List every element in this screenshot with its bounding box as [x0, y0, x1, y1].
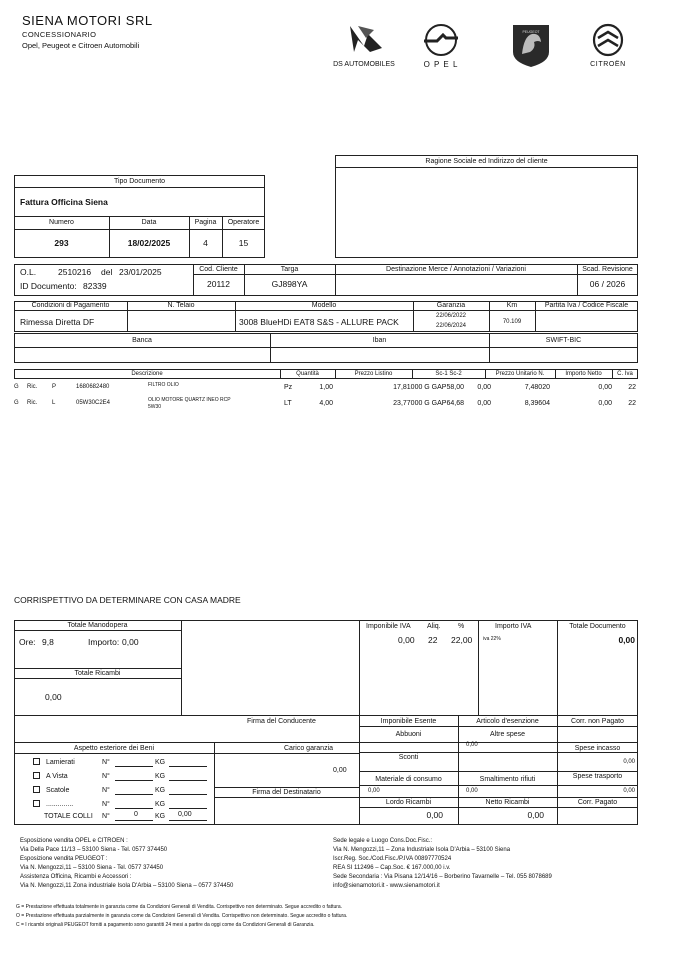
- col-sconti: Sc-1 Sc-2: [435, 371, 462, 377]
- firma-conducente-label: Firma del Conducente: [247, 718, 316, 725]
- legend-line: O = Prestazione effettuata parzialmente in garanzia come da Condizioni Generali di Vendita. Corrispettivo non determinato. Segue accredito o fattura.: [16, 913, 348, 919]
- aspetto-n-label: N°: [102, 759, 110, 766]
- item-netto: 0,00: [598, 384, 612, 391]
- aspetto-n-label: N°: [102, 773, 110, 780]
- item-type: P: [52, 384, 57, 390]
- totale-colli-row: [14, 811, 214, 823]
- item-g: G: [14, 384, 19, 390]
- col-prezzo-listino: Prezzo Listino: [354, 371, 393, 377]
- iva-note: iva 22%: [483, 636, 501, 642]
- peugeot-logo: [510, 22, 552, 68]
- aspetto-kg-label: KG: [155, 759, 166, 766]
- item-um: LT: [284, 400, 292, 407]
- altre-spese-label: Altre spese: [489, 731, 526, 738]
- checkbox[interactable]: [33, 772, 40, 779]
- ricambi-value: 0,00: [45, 692, 62, 702]
- data-label: Data: [141, 219, 157, 226]
- aspetto-n-label: N°: [102, 787, 110, 794]
- numero-value: 293: [54, 238, 69, 248]
- item-ric: Ric.: [27, 384, 38, 390]
- opel-logo: [410, 20, 472, 70]
- aspetto-row: [14, 785, 214, 797]
- abbuoni-label: Abbuoni: [395, 731, 422, 738]
- corr-non-pagato-label: Corr. non Pagato: [571, 718, 624, 725]
- col-descrizione: Descrizione: [131, 371, 163, 377]
- item-sc: 0,00: [477, 400, 491, 407]
- aspetto-kg-label: KG: [155, 801, 166, 808]
- banca-label: Banca: [132, 337, 152, 344]
- targa-value: GJ898YA: [271, 279, 308, 289]
- ol-prefix: O.L.: [20, 267, 37, 277]
- pagamento-label: Condizioni di Pagamento: [31, 302, 110, 309]
- ol-del: del: [101, 267, 113, 277]
- piva-label: Partita Iva / Codice Fiscale: [544, 302, 629, 309]
- aspetto-label: Scatole: [46, 787, 70, 794]
- item-qty: 1,00: [319, 384, 333, 391]
- imponibile-iva-value: 0,00: [398, 635, 415, 645]
- item-sc: 0,00: [477, 384, 491, 391]
- footer-left-line: Via N. Mengozzi,11 – 53100 Siena - Tel. 0577 374450: [20, 865, 164, 871]
- peugeot-logo-icon: [510, 22, 552, 68]
- item-code: 1680682480: [76, 384, 110, 390]
- item-ric: Ric.: [27, 400, 38, 406]
- totale-colli-label: TOTALE COLLI: [44, 813, 93, 820]
- ds-logo: [328, 20, 400, 70]
- pct-value: 22,00: [451, 635, 473, 645]
- col-quantita: Quantità: [296, 371, 319, 377]
- company-name: SIENA MOTORI SRL: [22, 13, 153, 28]
- totale-documento-value: 0,00: [618, 635, 635, 645]
- ore-label: Ore:: [19, 637, 36, 647]
- carico-garanzia-label: Carico garanzia: [284, 745, 334, 752]
- garanzia-value-2: 22/06/2024: [435, 323, 467, 329]
- totale-kg-label: KG: [155, 813, 166, 820]
- id-documento-label: ID Documento:: [20, 281, 77, 291]
- totale-kg-value: 0,00: [178, 811, 192, 818]
- garanzia-label: Garanzia: [436, 302, 466, 309]
- item-desc: OLIO MOTORE QUARTZ INEO RCP: [148, 397, 231, 403]
- importo-value: 0,00: [122, 637, 139, 647]
- destinazione-label: Destinazione Merce / Annotazioni / Variazioni: [386, 266, 526, 273]
- carico-garanzia-value: 0,00: [333, 767, 347, 774]
- opel-logo-label: O P E L: [423, 60, 459, 69]
- table-row: [0, 397, 679, 415]
- aspetto-kg-label: KG: [155, 773, 166, 780]
- pct-label: %: [458, 623, 465, 630]
- item-netto: 0,00: [598, 400, 612, 407]
- footer-right-line: Sede Secondaria : Via Pisana 12/14/16 – Borberino Tavarnelle – Tel. 055 8078689: [333, 874, 552, 880]
- totale-colli-value: 0: [134, 811, 138, 818]
- footer-left-line: Esposizione vendita OPEL e CITROEN :: [20, 838, 128, 844]
- aspetto-kg-label: KG: [155, 787, 166, 794]
- targa-label: Targa: [280, 266, 299, 273]
- item-iva: 22: [628, 400, 636, 407]
- table-row: [0, 382, 679, 394]
- item-desc: FILTRO OLIO: [148, 382, 179, 388]
- aliq-label: Aliq.: [427, 623, 441, 630]
- footer-left-line: Assistenza Officina, Ricambi e Accessori :: [20, 874, 132, 880]
- item-listino: 17,81000 G GAP58,00: [393, 384, 464, 391]
- item-um: Pz: [284, 384, 293, 391]
- sconti-label: Sconti: [398, 754, 419, 761]
- legend-line: C = I ricambi originali PEUGEOT forniti a pagamento sono garantiti 24 mesi a partire da oggi come da Condizioni Generali di Garanzia.: [16, 922, 315, 928]
- checkbox[interactable]: [33, 800, 40, 807]
- ore-value: 9,8: [42, 637, 54, 647]
- item-type: L: [52, 400, 56, 406]
- aspetto-row: [14, 799, 214, 811]
- footer-right-line: info@sienamotori.it - www.sienamotori.it: [333, 883, 440, 889]
- spese-trasporto-value: 0,00: [623, 788, 635, 794]
- totale-documento-label: Totale Documento: [569, 623, 626, 630]
- company-subtitle: CONCESSIONARIO: [22, 30, 97, 39]
- col-prezzo-unitario: Prezzo Unitario N.: [495, 371, 545, 377]
- ricambi-label: Totale Ricambi: [74, 670, 121, 677]
- item-iva: 22: [628, 384, 636, 391]
- legend-line: G = Prestazione effettuata totalmente in garanzia come da Condizioni Generali di Vendita. Corrispettivo non determinato. Segue accredito o fattura.: [16, 904, 343, 910]
- corr-pagato-label: Corr. Pagato: [577, 799, 618, 806]
- footer-right-line: Sede legale e Luogo Cons.Doc.Fisc.:: [333, 838, 433, 844]
- telaio-label: N. Telaio: [167, 302, 195, 309]
- swift-label: SWIFT-BIC: [545, 337, 582, 344]
- ol-date: 23/01/2025: [119, 267, 162, 277]
- company-brands-line: Opel, Peugeot e Citroen Automobili: [22, 41, 140, 50]
- spese-incasso-label: Spese incasso: [574, 745, 621, 752]
- aliq-value: 22: [428, 635, 438, 645]
- operatore-label: Operatore: [227, 219, 260, 226]
- footer-left-line: Via Della Pace 11/13 – 53100 Siena - Tel. 0577 374450: [20, 847, 168, 853]
- aspetto-label: ..............: [46, 801, 74, 808]
- data-value: 18/02/2025: [127, 238, 171, 248]
- importo-iva-label: Importo IVA: [495, 623, 532, 630]
- item-g: G: [14, 400, 19, 406]
- altre-spese-value: 0,00: [466, 742, 478, 748]
- id-documento-value: 82339: [83, 281, 107, 291]
- client-box-header: Ragione Sociale ed Indirizzo del cliente: [425, 158, 548, 165]
- citroen-logo: [578, 20, 638, 70]
- km-value: 70.109: [502, 319, 522, 325]
- smaltimento-label: Smaltimento rifiuti: [479, 776, 536, 783]
- aspetto-row: [14, 771, 214, 783]
- pagina-value: 4: [203, 238, 208, 248]
- citroen-logo-icon: [578, 20, 638, 60]
- item-desc-2: 5W30: [148, 404, 162, 410]
- pagamento-value: Rimessa Diretta DF: [20, 317, 95, 327]
- imponibile-iva-label: Imponibile IVA: [366, 623, 411, 630]
- footer-left-line: Via N. Mengozzi,11 Zona industriale Isola D'Arbia – 53100 Siena – 0577 374450: [20, 883, 234, 889]
- checkbox[interactable]: [33, 786, 40, 793]
- item-unitario: 8,39604: [524, 400, 550, 407]
- aspetto-label: Lamierati: [46, 759, 75, 766]
- numero-label: Numero: [49, 219, 74, 226]
- modello-label: Modello: [311, 302, 337, 309]
- pagina-label: Pagina: [194, 219, 217, 226]
- note-text: CORRISPETTIVO DA DETERMINARE CON CASA MADRE: [14, 595, 241, 605]
- manodopera-label: Totale Manodopera: [67, 622, 128, 629]
- aspetto-row: [14, 757, 214, 769]
- col-c-iva: C. Iva: [617, 371, 633, 377]
- doc-type-value: Fattura Officina Siena: [20, 197, 108, 207]
- item-unitario: 7,48020: [524, 384, 550, 391]
- cod-cliente-label: Cod. Cliente: [199, 266, 238, 273]
- spese-incasso-value: 0,00: [623, 759, 635, 765]
- imponibile-esente-label: Imponibile Esente: [380, 718, 437, 725]
- peugeot-logo-label: PEUGEOT: [522, 30, 540, 34]
- footer-left-line: Esposizione vendita PEUGEOT :: [20, 856, 108, 862]
- firma-destinatario-label: Firma del Destinatario: [252, 789, 321, 796]
- opel-logo-icon: [410, 20, 472, 60]
- smaltimento-value: 0,00: [466, 788, 478, 794]
- importo-label: Importo:: [88, 637, 120, 647]
- item-qty: 4,00: [319, 400, 333, 407]
- citroen-logo-label: CITROËN: [590, 61, 626, 68]
- netto-ricambi-value: 0,00: [527, 810, 544, 820]
- item-listino: 23,77000 G GAP64,68: [393, 400, 464, 407]
- footer-right-line: Iscr.Reg. Soc./Cod.Fisc./P.IVA 00897770524: [333, 856, 452, 862]
- modello-value: 3008 BlueHDi EAT8 S&S - ALLURE PACK: [239, 317, 399, 327]
- scad-revisione-label: Scad. Revisione: [582, 266, 633, 273]
- footer-right-line: REA SI 112496 – Cap.Soc. € 167.000,00 i.v.: [333, 865, 451, 871]
- lordo-ricambi-label: Lordo Ricambi: [385, 799, 432, 806]
- client-box: [335, 155, 638, 258]
- articolo-esenzione-label: Articolo d'esenzione: [476, 718, 539, 725]
- operatore-value: 15: [238, 238, 249, 248]
- aspetto-n-label: N°: [102, 801, 110, 808]
- ds-logo-label: DS AUTOMOBILES: [333, 61, 395, 68]
- item-code: 05W30C2E4: [76, 400, 111, 406]
- doc-type-header: Tipo Documento: [113, 178, 166, 185]
- checkbox[interactable]: [33, 758, 40, 765]
- lordo-ricambi-value: 0,00: [426, 810, 443, 820]
- materiale-consumo-label: Materiale di consumo: [375, 776, 442, 783]
- footer-right-line: Via N. Mengozzi,11 – Zona Industriale Isola D'Arbia – 53100 Siena: [333, 847, 511, 853]
- spese-trasporto-label: Spese trasporto: [572, 773, 623, 780]
- aspetto-header: Aspetto esteriore dei Beni: [73, 745, 155, 752]
- cod-cliente-value: 20112: [206, 279, 230, 289]
- materiale-consumo-value: 0,00: [368, 788, 380, 794]
- aspetto-label: A Vista: [46, 773, 68, 780]
- col-importo-netto: Importo Netto: [565, 371, 602, 377]
- netto-ricambi-label: Netto Ricambi: [485, 799, 530, 806]
- ds-logo-icon: [328, 20, 400, 60]
- totale-colli-n-label: N°: [102, 813, 110, 820]
- km-label: Km: [506, 302, 518, 309]
- garanzia-value-1: 22/06/2022: [435, 313, 467, 319]
- ol-number: 2510216: [58, 267, 92, 277]
- scad-revisione-value: 06 / 2026: [589, 279, 626, 289]
- iban-label: Iban: [372, 337, 387, 344]
